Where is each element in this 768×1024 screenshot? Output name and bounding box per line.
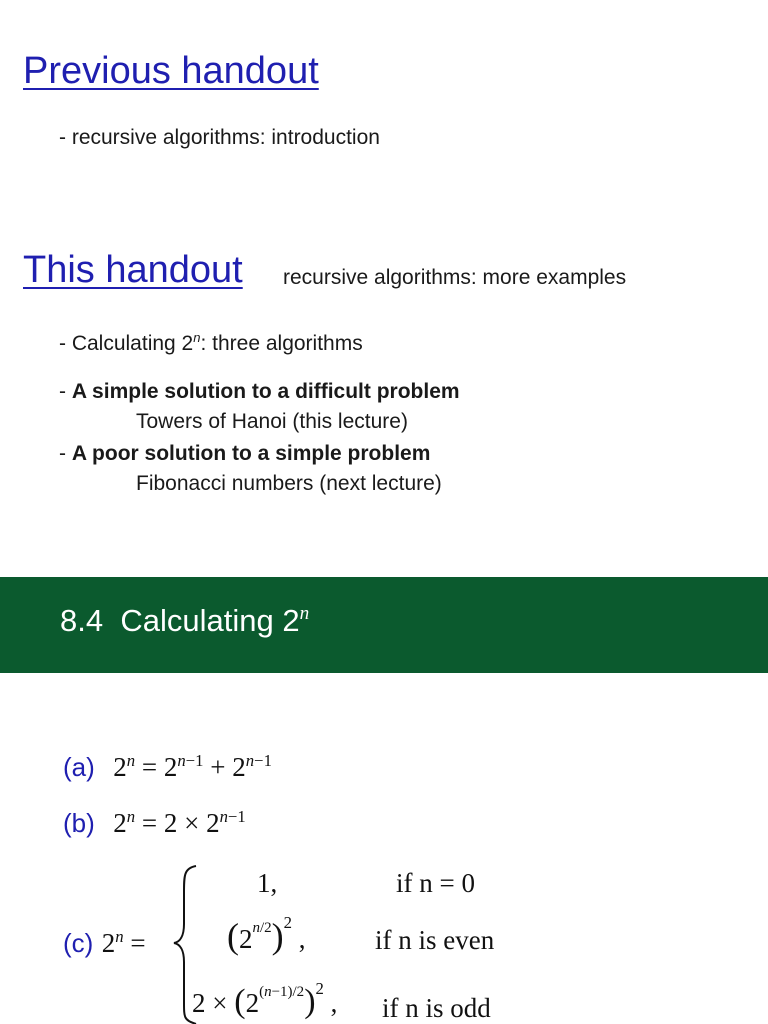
item-calculating-suffix: : three algorithms xyxy=(200,332,363,355)
formula-b-label: (b) xyxy=(63,808,95,838)
item-simple-solution xyxy=(59,380,460,404)
section-banner xyxy=(0,577,768,673)
formula-c-label: (c) xyxy=(63,928,94,958)
item-poor-solution-title: A poor solution to a simple problem xyxy=(71,442,431,465)
section-heading xyxy=(60,603,309,639)
item-poor-solution xyxy=(59,442,430,466)
item-simple-solution-detail: Towers of Hanoi (this lecture) xyxy=(136,410,408,433)
item-dash: - xyxy=(59,380,72,403)
item-calculating-prefix: - Calculating 2 xyxy=(59,332,194,355)
previous-item: - recursive algorithms: introduction xyxy=(59,126,380,149)
formula-b-expression: $2^n = 2 \times 2^{n-1}$ xyxy=(113,806,246,838)
formula-a xyxy=(63,752,272,783)
item-dash: - xyxy=(59,442,72,465)
section-number: 8.4 xyxy=(60,603,104,638)
formula-c xyxy=(63,928,146,959)
this-handout-subtitle: recursive algorithms: more examples xyxy=(283,266,627,289)
formula-c-lhs: $2^n$ = xyxy=(101,926,146,958)
case3-value: $2 \times (2^{(n-1)/2})^2$ , xyxy=(192,978,338,1020)
formula-b xyxy=(63,808,246,839)
case3-condition: if n is odd xyxy=(382,993,491,1023)
this-handout-title[interactable]: This handout xyxy=(23,249,243,291)
section-title: Calculating 2 xyxy=(120,603,300,638)
case1-value: 1, xyxy=(257,868,278,898)
formula-a-label: (a) xyxy=(63,752,95,782)
item-calculating-sup: n xyxy=(193,329,201,345)
item-poor-solution-detail: Fibonacci numbers (next lecture) xyxy=(136,472,442,495)
previous-handout-title[interactable]: Previous handout xyxy=(23,50,319,92)
case2-condition: if n is even xyxy=(375,925,495,955)
item-calculating xyxy=(59,329,363,356)
section-title-sup: n xyxy=(299,603,310,625)
item-simple-solution-title: A simple solution to a difficult problem xyxy=(71,380,460,403)
case1-condition: if n = 0 xyxy=(396,868,475,898)
case2-value: $(2^{n/2})^2$ , xyxy=(227,912,306,956)
formula-a-expression: $2^n = 2^{n-1} + 2^{n-1}$ xyxy=(113,750,272,782)
